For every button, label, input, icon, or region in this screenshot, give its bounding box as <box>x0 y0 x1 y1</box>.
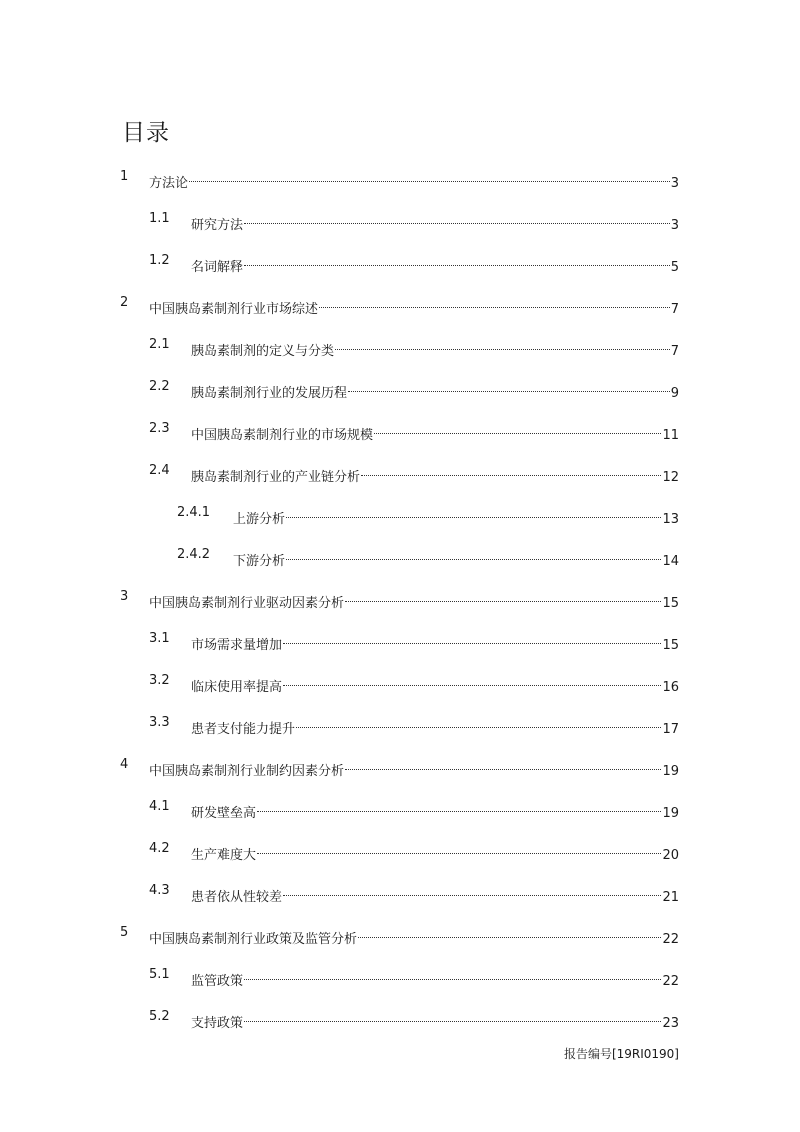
toc-entry-page: 17 <box>662 722 679 737</box>
dot-leader <box>286 503 661 523</box>
toc-entry-2-3[interactable] <box>0 419 800 443</box>
toc-entry-number: 5 <box>120 925 129 940</box>
toc-entry-4-2[interactable] <box>0 839 800 863</box>
toc-entry-number: 5.1 <box>149 967 170 982</box>
toc-entry-number: 2 <box>120 295 129 310</box>
toc-entry-1[interactable] <box>0 167 800 191</box>
toc-entry-title: 患者依从性较差 <box>191 890 283 905</box>
toc-entry-2[interactable] <box>0 293 800 317</box>
toc-entry-number: 4.2 <box>149 841 170 856</box>
toc-entry-2-2[interactable] <box>0 377 800 401</box>
dot-leader <box>257 839 661 859</box>
toc-entry-3-3[interactable] <box>0 713 800 737</box>
dot-leader <box>361 461 661 481</box>
toc-entry-title: 市场需求量增加 <box>191 638 283 653</box>
toc-entry-title: 监管政策 <box>191 974 244 989</box>
toc-entry-page: 7 <box>670 302 679 317</box>
dot-leader <box>283 881 661 901</box>
dot-leader <box>286 545 661 565</box>
toc-entry-number: 2.4.2 <box>177 547 211 562</box>
toc-entry-title: 上游分析 <box>233 512 286 527</box>
toc-entry-4-1[interactable] <box>0 797 800 821</box>
toc-entry-number: 2.3 <box>149 421 170 436</box>
dot-leader <box>335 335 670 355</box>
toc-entry-page: 13 <box>662 512 679 527</box>
toc-entry-number: 1.2 <box>149 253 170 268</box>
toc-entry-page: 23 <box>662 1016 679 1031</box>
toc-entry-number: 1.1 <box>149 211 170 226</box>
toc-entry-page: 22 <box>662 974 679 989</box>
dot-leader <box>374 419 661 439</box>
toc-entry-title: 研发壁垒高 <box>191 806 257 821</box>
toc-entry-number: 1 <box>120 169 129 184</box>
toc-entry-page: 7 <box>670 344 679 359</box>
toc-entry-page: 22 <box>662 932 679 947</box>
toc-entry-title: 中国胰岛素制剂行业驱动因素分析 <box>149 596 345 611</box>
toc-entry-number: 2.4.1 <box>177 505 211 520</box>
dot-leader <box>348 377 670 397</box>
toc-entry-page: 15 <box>662 596 679 611</box>
toc-entry-page: 19 <box>662 764 679 779</box>
toc-entry-page: 15 <box>662 638 679 653</box>
toc-entry-3[interactable] <box>0 587 800 611</box>
toc-entry-title: 下游分析 <box>233 554 286 569</box>
dot-leader <box>296 713 661 733</box>
dot-leader <box>319 293 670 313</box>
toc-entry-3-2[interactable] <box>0 671 800 695</box>
toc-entry-title: 生产难度大 <box>191 848 257 863</box>
toc-entry-4[interactable] <box>0 755 800 779</box>
toc-entry-1-1[interactable] <box>0 209 800 233</box>
toc-entry-page: 14 <box>662 554 679 569</box>
dot-leader <box>244 965 661 985</box>
toc-entry-number: 4.3 <box>149 883 170 898</box>
toc-entry-title: 胰岛素制剂的定义与分类 <box>191 344 335 359</box>
toc-entry-title: 支持政策 <box>191 1016 244 1031</box>
toc-entry-number: 3 <box>120 589 129 604</box>
toc-entry-1-2[interactable] <box>0 251 800 275</box>
dot-leader <box>244 209 670 229</box>
dot-leader <box>345 755 661 775</box>
dot-leader <box>345 587 661 607</box>
toc-entry-5[interactable] <box>0 923 800 947</box>
toc-entry-page: 20 <box>662 848 679 863</box>
toc-entry-page: 5 <box>670 260 679 275</box>
toc-entry-title: 中国胰岛素制剂行业的市场规模 <box>191 428 374 443</box>
dot-leader <box>358 923 661 943</box>
toc-entry-number: 2.2 <box>149 379 170 394</box>
toc-entry-number: 2.1 <box>149 337 170 352</box>
toc-entry-5-1[interactable] <box>0 965 800 989</box>
dot-leader <box>283 671 661 691</box>
dot-leader <box>189 167 670 187</box>
toc-entry-number: 3.1 <box>149 631 170 646</box>
toc-entry-number: 2.4 <box>149 463 170 478</box>
toc-entry-number: 5.2 <box>149 1009 170 1024</box>
toc-entry-page: 19 <box>662 806 679 821</box>
toc-entry-3-1[interactable] <box>0 629 800 653</box>
toc-entry-number: 3.2 <box>149 673 170 688</box>
toc-entry-title: 研究方法 <box>191 218 244 233</box>
toc-entry-title: 胰岛素制剂行业的发展历程 <box>191 386 348 401</box>
toc-entry-2-4-2[interactable] <box>0 545 800 569</box>
toc-entry-page: 16 <box>662 680 679 695</box>
report-number: 报告编号[19RI0190] <box>563 1047 679 1061</box>
dot-leader <box>244 1007 661 1027</box>
toc-entry-title: 名词解释 <box>191 260 244 275</box>
toc-entry-5-2[interactable] <box>0 1007 800 1031</box>
toc-entry-page: 12 <box>662 470 679 485</box>
toc-entry-page: 3 <box>670 176 679 191</box>
toc-entry-title: 中国胰岛素制剂行业政策及监管分析 <box>149 932 358 947</box>
dot-leader <box>257 797 661 817</box>
toc-entry-2-1[interactable] <box>0 335 800 359</box>
toc-entry-title: 方法论 <box>149 176 189 191</box>
toc-entry-page: 11 <box>662 428 679 443</box>
toc-title: 目录 <box>122 120 170 146</box>
toc-entry-title: 中国胰岛素制剂行业制约因素分析 <box>149 764 345 779</box>
toc-entry-title: 中国胰岛素制剂行业市场综述 <box>149 302 319 317</box>
toc-entry-page: 3 <box>670 218 679 233</box>
toc-entry-page: 21 <box>662 890 679 905</box>
toc-entry-4-3[interactable] <box>0 881 800 905</box>
dot-leader <box>283 629 661 649</box>
toc-entry-number: 4 <box>120 757 129 772</box>
toc-entry-2-4[interactable] <box>0 461 800 485</box>
toc-entry-title: 胰岛素制剂行业的产业链分析 <box>191 470 361 485</box>
dot-leader <box>244 251 670 271</box>
toc-entry-page: 9 <box>670 386 679 401</box>
toc-entry-title: 患者支付能力提升 <box>191 722 296 737</box>
toc-entry-number: 3.3 <box>149 715 170 730</box>
toc-entry-title: 临床使用率提高 <box>191 680 283 695</box>
toc-entry-number: 4.1 <box>149 799 170 814</box>
toc-entry-2-4-1[interactable] <box>0 503 800 527</box>
